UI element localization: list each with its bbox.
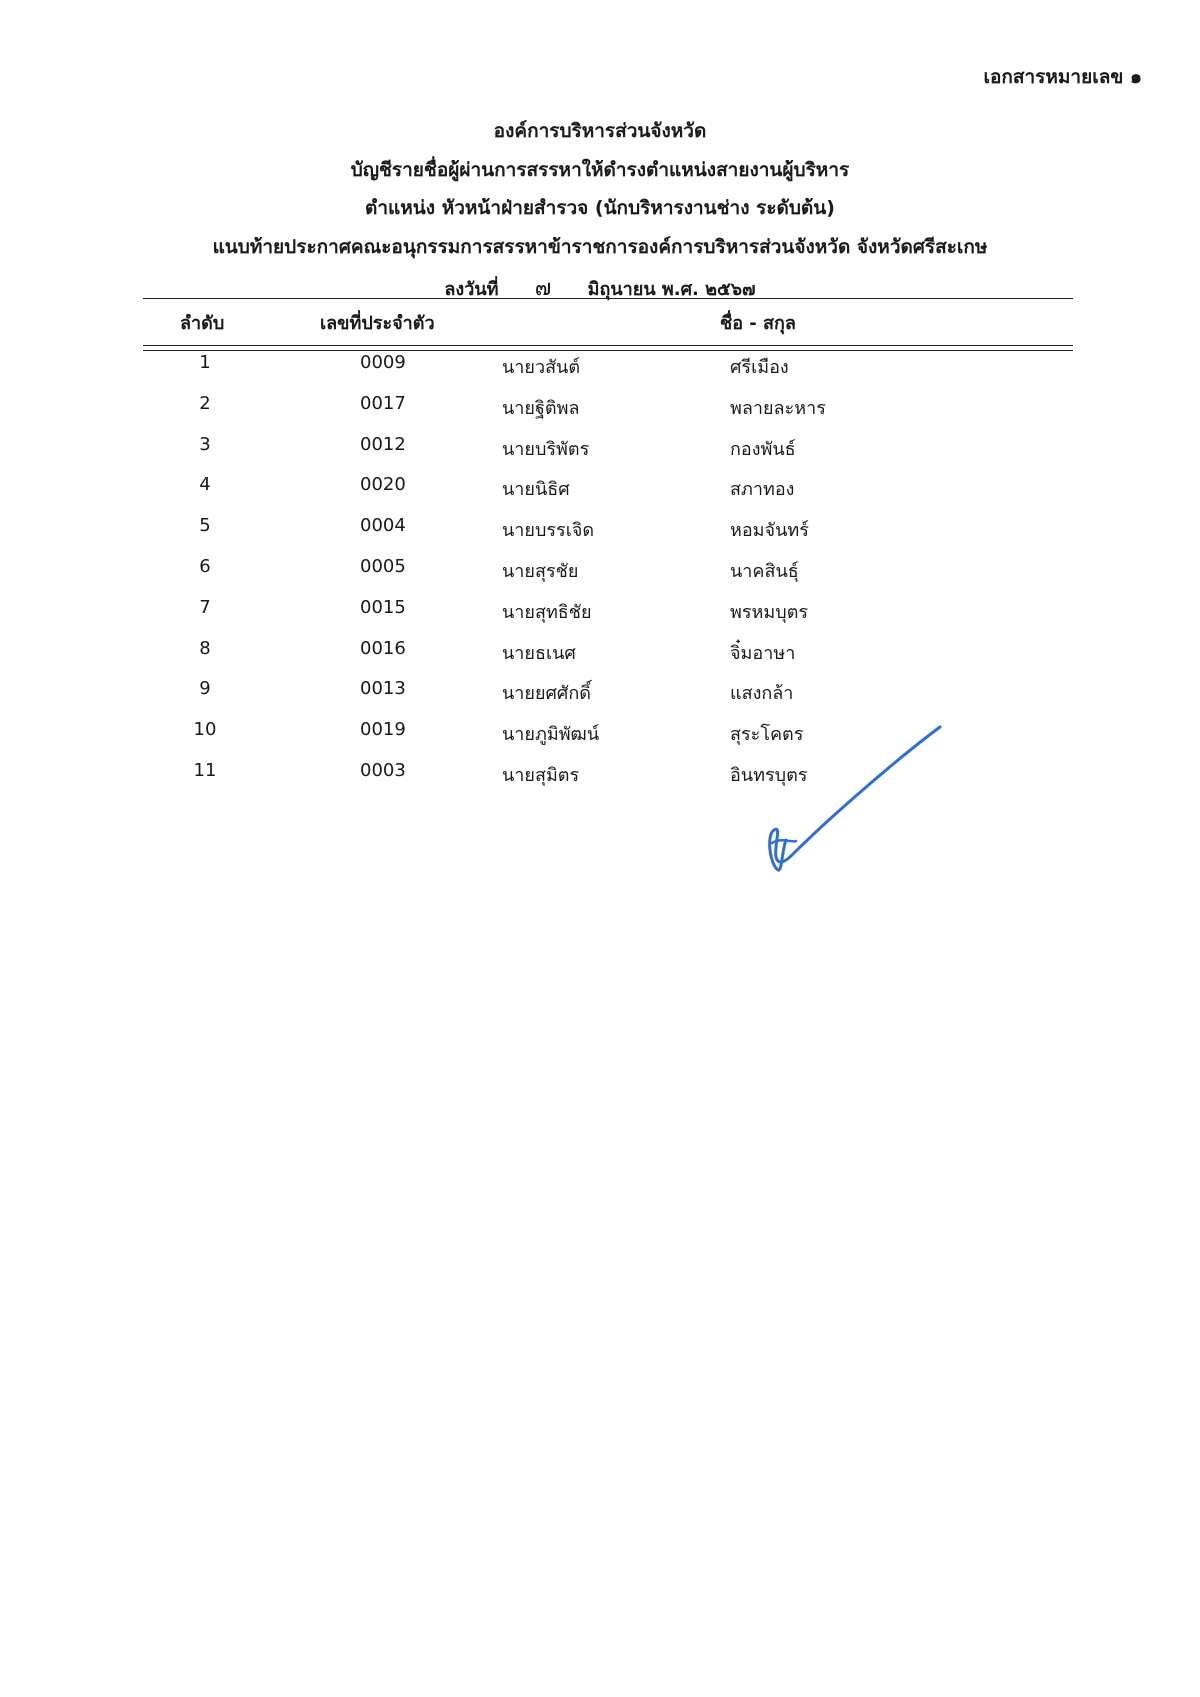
row-number: 1 bbox=[199, 352, 211, 373]
candidate-id: 0004 bbox=[360, 515, 406, 537]
column-header-no: ลำดับ bbox=[180, 313, 225, 334]
date-rest: มิถุนายน พ.ศ. ๒๕๖๗ bbox=[587, 279, 756, 300]
candidate-last-name: กองพันธ์ bbox=[730, 438, 796, 460]
header-position: ตำแหน่ง หัวหน้าฝ่ายสำรวจ (นักบริหารงานช่าง ระดับต้น) bbox=[365, 197, 835, 219]
candidate-last-name: สุระโคตร bbox=[730, 724, 804, 746]
header-attachment: แนบท้ายประกาศคณะอนุกรรมการสรรหาข้าราชการองค์การบริหารส่วนจังหวัด จังหวัดศรีสะเกษ bbox=[212, 236, 988, 258]
row-number: 2 bbox=[199, 392, 211, 414]
candidate-first-name: นายธเนศ bbox=[502, 642, 576, 664]
candidate-last-name: นาคสินธุ์ bbox=[730, 561, 799, 582]
table-row bbox=[0, 393, 1200, 433]
candidate-first-name: นายบรรเจิด bbox=[502, 520, 595, 542]
date-prefix: ลงวันที่ bbox=[444, 279, 499, 300]
row-number: 5 bbox=[199, 515, 211, 537]
column-header-name: ชื่อ - สกุล bbox=[720, 313, 796, 334]
candidate-id: 0020 bbox=[360, 474, 406, 496]
signature-icon bbox=[752, 725, 952, 875]
candidate-last-name: อินทรบุตร bbox=[730, 765, 808, 786]
table-row bbox=[0, 556, 1200, 596]
row-number: 7 bbox=[199, 596, 211, 618]
table-row bbox=[0, 474, 1200, 514]
date-day: ๗ bbox=[534, 276, 552, 301]
candidate-first-name: นายสุมิตร bbox=[502, 765, 580, 786]
candidate-id: 0019 bbox=[360, 719, 406, 741]
candidate-last-name: สภาทอง bbox=[730, 479, 795, 501]
table-header-rule-1 bbox=[143, 345, 1073, 346]
candidate-first-name: นายฐิติพล bbox=[502, 397, 580, 419]
header-list-title: บัญชีรายชื่อผู้ผ่านการสรรหาให้ดำรงตำแหน่งสายงานผู้บริหาร bbox=[350, 159, 850, 181]
table-row bbox=[0, 678, 1200, 718]
candidate-last-name: หอมจันทร์ bbox=[730, 520, 809, 542]
table-row bbox=[0, 760, 1200, 800]
candidate-first-name: นายนิธิศ bbox=[502, 479, 570, 501]
column-header-id: เลขที่ประจำตัว bbox=[320, 313, 435, 334]
candidate-last-name: ศรีเมือง bbox=[730, 357, 789, 378]
candidate-last-name: พลายละหาร bbox=[730, 397, 826, 419]
table-row bbox=[0, 434, 1200, 474]
candidate-id: 0005 bbox=[360, 556, 406, 577]
row-number: 10 bbox=[193, 719, 217, 741]
candidate-last-name: พรหมบุตร bbox=[730, 601, 809, 623]
row-number: 3 bbox=[199, 433, 211, 455]
candidate-id: 0012 bbox=[360, 433, 406, 455]
row-number: 4 bbox=[199, 474, 211, 496]
table-row bbox=[0, 352, 1200, 392]
candidate-id: 0015 bbox=[360, 596, 406, 618]
candidate-first-name: นายวสันต์ bbox=[502, 357, 581, 378]
candidate-first-name: นายภูมิพัฒน์ bbox=[502, 724, 600, 746]
candidate-id: 0017 bbox=[360, 392, 406, 414]
candidate-id: 0016 bbox=[360, 637, 406, 659]
table-row bbox=[0, 719, 1200, 759]
row-number: 9 bbox=[199, 678, 211, 700]
date-line bbox=[0, 270, 1200, 305]
candidate-id: 0009 bbox=[360, 352, 406, 373]
candidate-last-name: แสงกล้า bbox=[730, 683, 794, 705]
document-reference: เอกสารหมายเลข ๑ bbox=[983, 66, 1142, 88]
candidate-last-name: จิ๋มอาษา bbox=[730, 642, 796, 664]
row-number: 6 bbox=[199, 556, 211, 577]
table-row bbox=[0, 515, 1200, 555]
candidate-first-name: นายยศศักดิ์ bbox=[502, 683, 591, 705]
header-organization: องค์การบริหารส่วนจังหวัด bbox=[493, 120, 707, 142]
candidate-first-name: นายสุรชัย bbox=[502, 561, 579, 582]
candidate-first-name: นายบริพัตร bbox=[502, 438, 590, 460]
table-row bbox=[0, 597, 1200, 637]
row-number: 11 bbox=[193, 760, 217, 781]
table-top-rule bbox=[143, 298, 1073, 299]
candidate-first-name: นายสุทธิชัย bbox=[502, 601, 592, 623]
row-number: 8 bbox=[199, 637, 211, 659]
candidate-id: 0003 bbox=[360, 760, 406, 781]
table-header-rule-2 bbox=[143, 350, 1073, 351]
table-row bbox=[0, 638, 1200, 678]
candidate-id: 0013 bbox=[360, 678, 406, 700]
